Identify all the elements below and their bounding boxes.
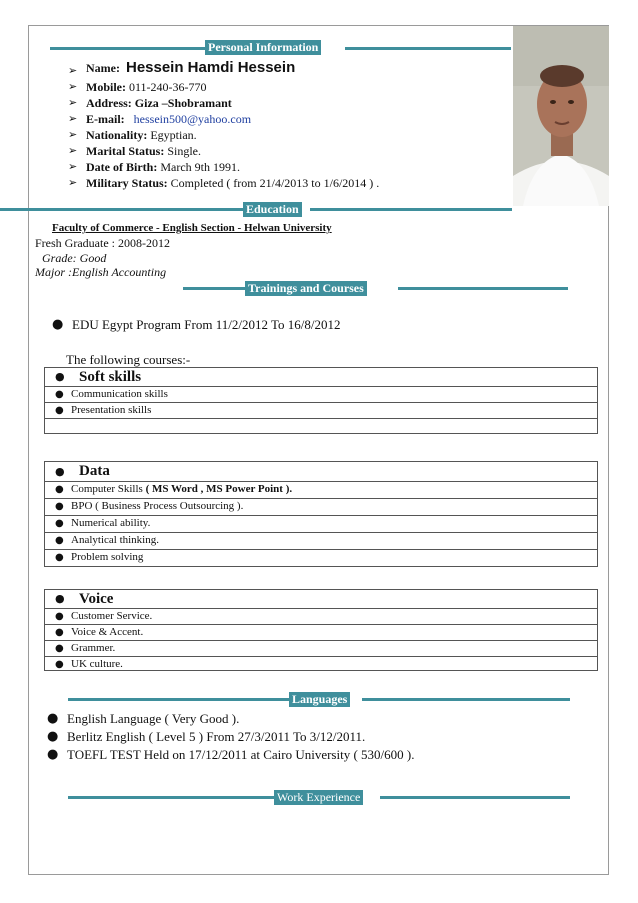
work-experience-header: Work Experience xyxy=(274,790,363,805)
arrow-icon: ➢ xyxy=(68,176,78,189)
voice-title: Voice xyxy=(79,591,114,607)
education-header: Education xyxy=(243,202,302,217)
profile-photo-image xyxy=(513,26,609,206)
nationality-value: Egyptian. xyxy=(150,128,197,142)
bullet-icon: ● xyxy=(55,370,65,383)
bullet-icon: ● xyxy=(55,405,64,416)
data-item-bold: ( MS Word , MS Power Point ). xyxy=(142,483,293,495)
bullet-icon: ● xyxy=(47,747,59,762)
data-item: Analytical thinking. xyxy=(71,534,159,546)
list-item xyxy=(45,533,597,550)
list-item xyxy=(45,550,597,566)
languages-rule-left xyxy=(68,698,290,701)
marital-label: Marital Status: xyxy=(86,144,165,158)
list-item xyxy=(45,482,597,499)
profile-photo xyxy=(513,26,609,206)
language-text: Berlitz English ( Level 5 ) From 27/3/2011 To 3/12/2011. xyxy=(67,729,366,744)
nationality-label: Nationality: xyxy=(86,128,148,142)
personal-rule-left xyxy=(50,47,208,50)
voice-box xyxy=(44,589,598,671)
edu-program-item xyxy=(52,317,340,333)
education-grade: Grade: Good xyxy=(42,251,107,265)
address-label: Address: xyxy=(86,96,132,110)
voice-item: Voice & Accent. xyxy=(71,626,144,638)
arrow-icon: ➢ xyxy=(68,80,78,93)
bullet-icon: ● xyxy=(55,592,65,605)
personal-info-list xyxy=(68,57,379,191)
marital-item xyxy=(68,143,379,159)
personal-information-header: Personal Information xyxy=(205,40,321,55)
bullet-icon: ● xyxy=(55,552,64,563)
arrow-icon: ➢ xyxy=(68,144,78,157)
email-link[interactable]: hessein500@yahoo.com xyxy=(133,112,252,126)
mobile-label: Mobile: xyxy=(86,80,126,94)
dob-label: Date of Birth: xyxy=(86,160,158,174)
education-rule-right xyxy=(310,208,512,211)
languages-header: Languages xyxy=(289,692,350,707)
bullet-icon: ● xyxy=(55,518,64,529)
list-item xyxy=(45,516,597,533)
address-value: Giza –Shobramant xyxy=(134,96,232,110)
bullet-icon: ● xyxy=(55,611,64,622)
soft-skills-box xyxy=(44,367,598,434)
bullet-icon: ● xyxy=(55,501,64,512)
arrow-icon: ➢ xyxy=(68,160,78,173)
dob-item xyxy=(68,159,379,175)
arrow-icon: ➢ xyxy=(68,128,78,141)
work-rule-right xyxy=(380,796,570,799)
data-item-plain: Computer Skills xyxy=(71,483,143,495)
bullet-icon: ● xyxy=(47,711,59,726)
trainings-rule-left xyxy=(183,287,246,290)
voice-title-row xyxy=(45,590,597,609)
name-value: Hessein Hamdi Hessein xyxy=(125,59,296,76)
list-item xyxy=(45,387,597,403)
mobile-item xyxy=(68,79,379,95)
name-label: Name: xyxy=(86,61,120,75)
list-item xyxy=(45,641,597,657)
language-item xyxy=(47,711,239,727)
data-title-row xyxy=(45,462,597,482)
voice-item: Customer Service. xyxy=(71,610,153,622)
list-item xyxy=(45,625,597,641)
marital-value: Single. xyxy=(167,144,201,158)
education-faculty: Faculty of Commerce - English Section - Helwan University xyxy=(52,222,332,234)
data-item: Problem solving xyxy=(71,551,144,563)
nationality-item xyxy=(68,127,379,143)
soft-skills-title-row xyxy=(45,368,597,387)
bullet-icon: ● xyxy=(47,729,59,744)
following-courses-text: The following courses:- xyxy=(66,352,191,367)
language-text: English Language ( Very Good ). xyxy=(67,711,240,726)
education-major: Major :English Accounting xyxy=(35,265,167,279)
email-item xyxy=(68,111,379,127)
blank-row xyxy=(45,419,597,433)
voice-item: Grammer. xyxy=(71,642,116,654)
bullet-icon: ● xyxy=(55,389,64,400)
name-item xyxy=(68,57,379,79)
list-item xyxy=(45,609,597,625)
arrow-icon: ➢ xyxy=(68,64,78,77)
military-value: Completed ( from 21/4/2013 to 1/6/2014 ) . xyxy=(170,176,380,190)
soft-skill-item: Communication skills xyxy=(71,388,168,400)
list-item xyxy=(45,657,597,672)
language-item xyxy=(47,747,414,763)
arrow-icon: ➢ xyxy=(68,96,78,109)
trainings-rule-right xyxy=(398,287,568,290)
bullet-icon: ● xyxy=(55,643,64,654)
bullet-icon: ● xyxy=(55,659,64,670)
military-label: Military Status: xyxy=(86,176,168,190)
arrow-icon: ➢ xyxy=(68,112,78,125)
data-item: BPO ( Business Process Outsourcing ). xyxy=(71,500,244,512)
dob-value: March 9th 1991. xyxy=(160,160,240,174)
data-item: Numerical ability. xyxy=(71,517,151,529)
edu-program-text: EDU Egypt Program From 11/2/2012 To 16/8/2012 xyxy=(72,317,341,332)
language-text: TOEFL TEST Held on 17/12/2011 at Cairo University ( 530/600 ). xyxy=(67,747,415,762)
bullet-icon: ● xyxy=(55,627,64,638)
bullet-icon: ● xyxy=(55,484,64,495)
list-item xyxy=(45,499,597,516)
list-item xyxy=(45,403,597,419)
email-label: E-mail: xyxy=(86,112,125,126)
soft-skills-title: Soft skills xyxy=(79,369,142,385)
soft-skill-item: Presentation skills xyxy=(71,404,152,416)
military-item xyxy=(68,175,379,191)
voice-item: UK culture. xyxy=(71,658,123,670)
language-item xyxy=(47,729,365,745)
mobile-value: 011-240-36-770 xyxy=(129,80,207,94)
languages-rule-right xyxy=(362,698,570,701)
bullet-icon: ● xyxy=(55,535,64,546)
work-rule-left xyxy=(68,796,276,799)
bullet-icon: ● xyxy=(52,317,64,332)
education-graduate: Fresh Graduate : 2008-2012 xyxy=(35,236,170,250)
trainings-header: Trainings and Courses xyxy=(245,281,367,296)
data-title: Data xyxy=(79,463,110,479)
bullet-icon: ● xyxy=(55,465,65,478)
address-item xyxy=(68,95,379,111)
education-rule-left xyxy=(0,208,245,211)
personal-rule-right xyxy=(345,47,511,50)
data-box xyxy=(44,461,598,567)
